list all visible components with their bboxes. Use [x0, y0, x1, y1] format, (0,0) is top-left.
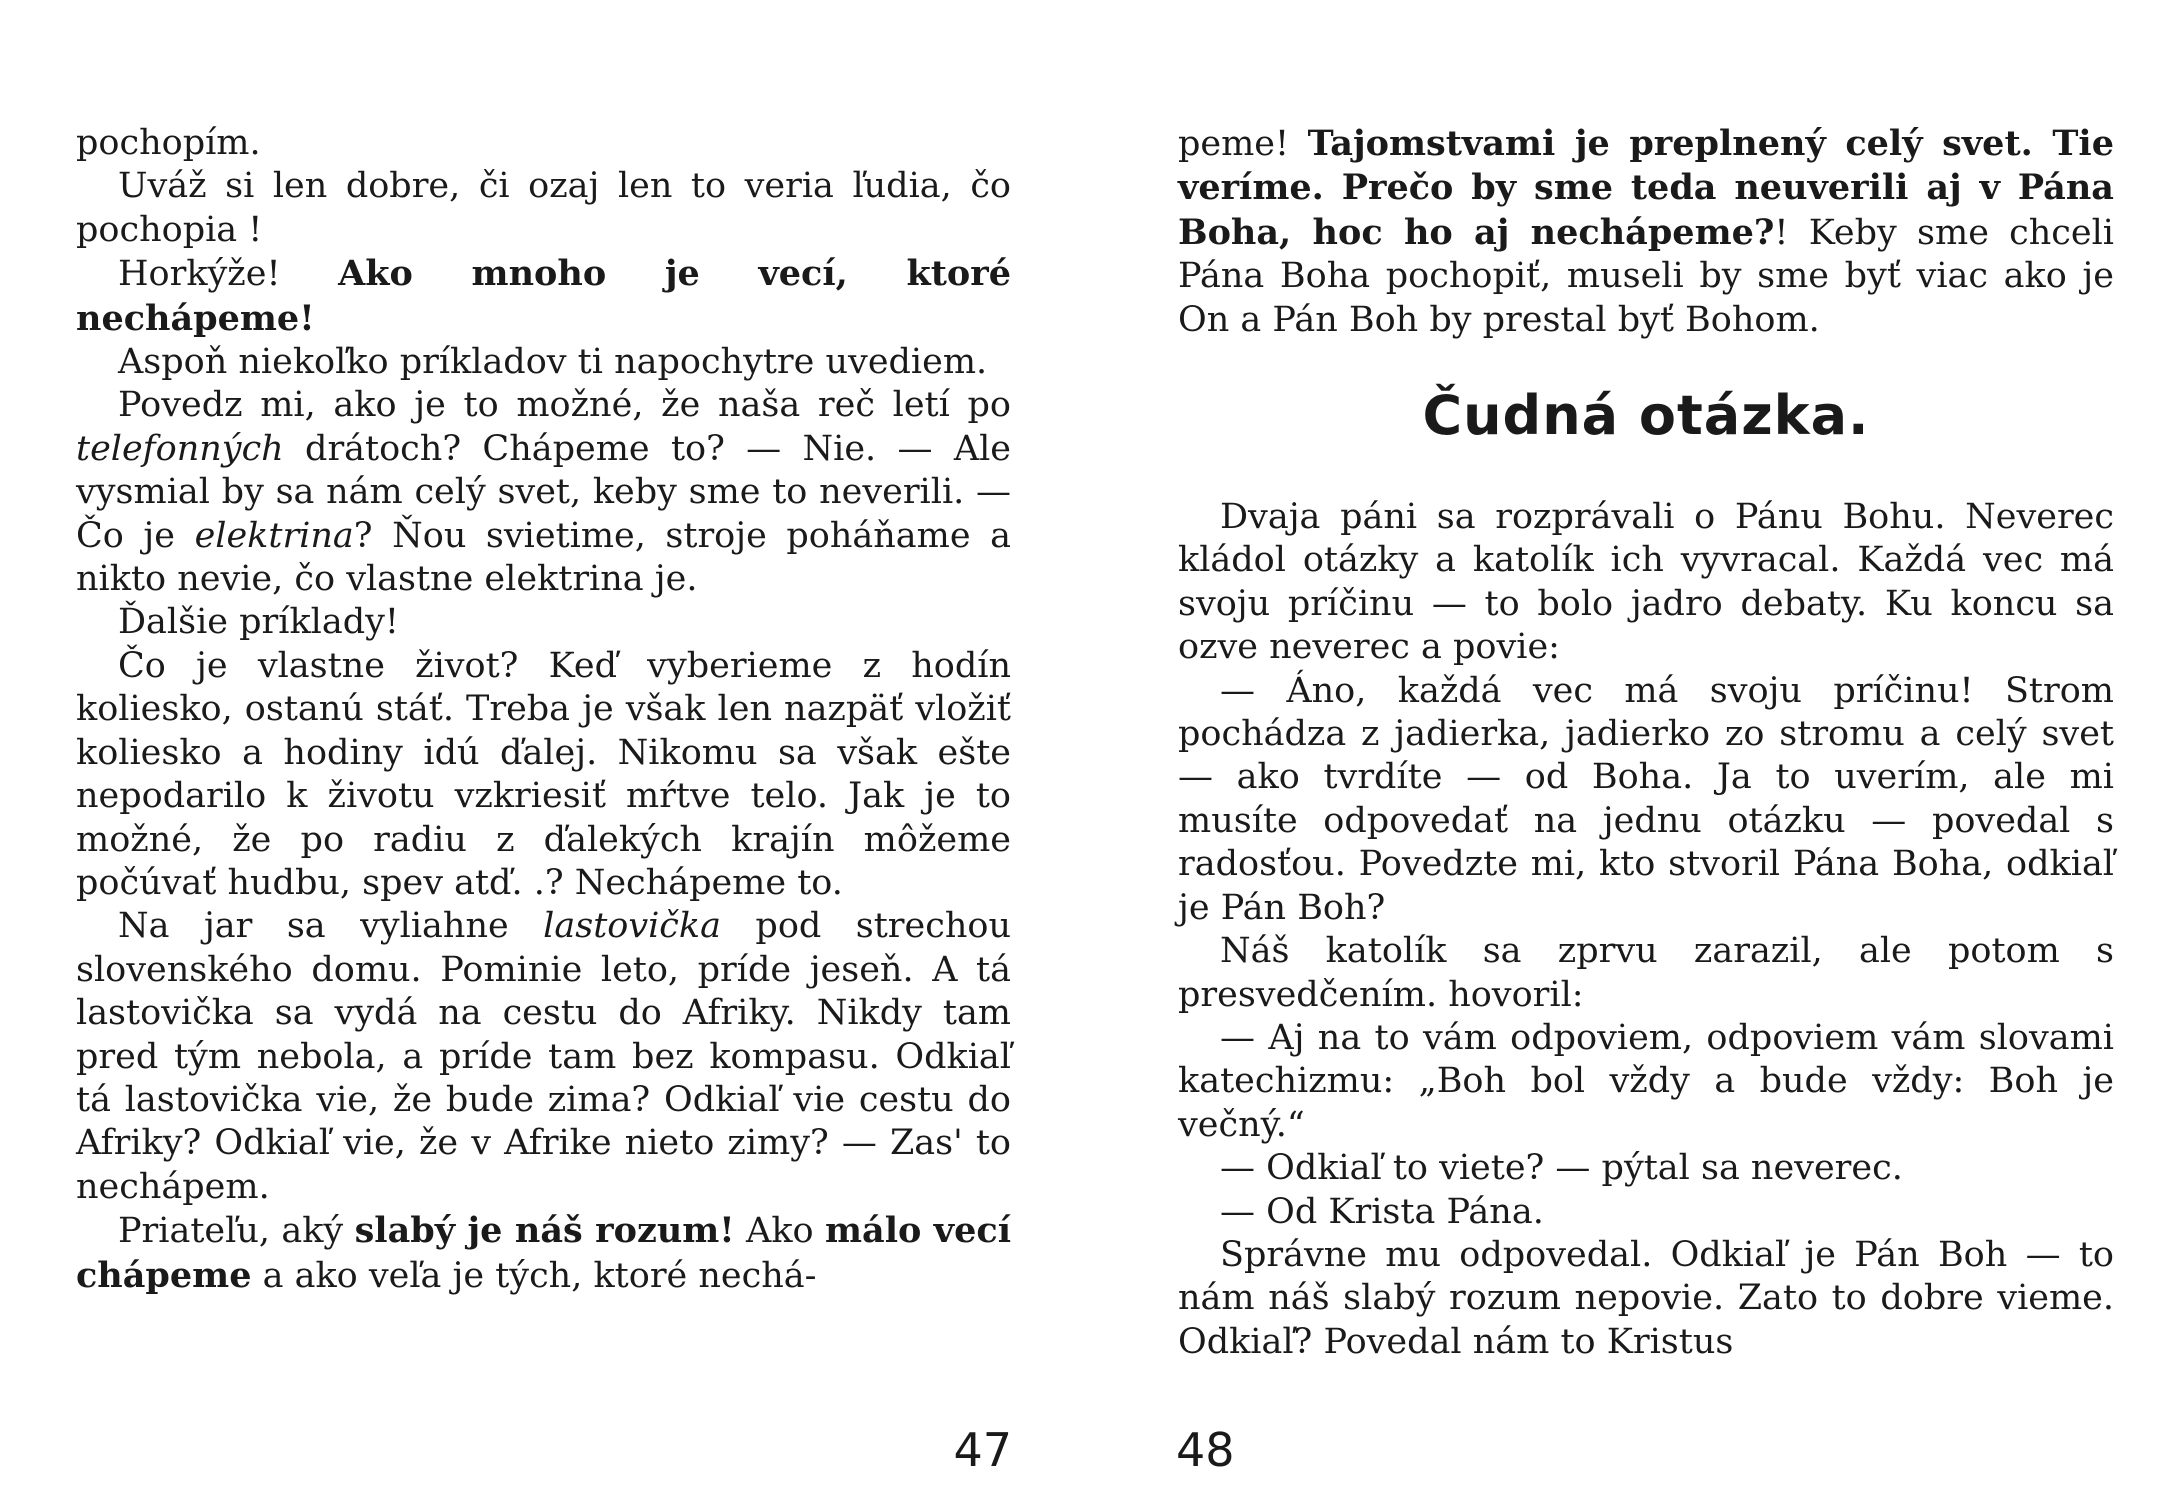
paragraph [76, 165, 1011, 252]
text-run: Čo je vlastne život? Keď vyberieme z hodín koliesko, ostanú stáť. Treba je však len nazpäť vložiť koliesko a hodiny idú ďalej. Nikomu sa však ešte nepodarilo k životu vzkriesiť mŕtve telo. Jak je to možné, že po radiu z ďalekých krajín môžeme počúvať hudbu, spev atď. .? Nechápeme to. [76, 645, 1011, 903]
paragraph [1178, 1191, 2114, 1234]
right-page-text [1178, 122, 2114, 1364]
text-run: Uváž si len dobre, či ozaj len to veria ľudia, čo pochopia ! [76, 166, 1011, 250]
paragraph [1178, 670, 2114, 930]
right-page-continuation [1178, 122, 2114, 342]
paragraph [76, 122, 1011, 165]
text-run: — Áno, každá vec má svoju príčinu! Strom pochádza z jadierka, jadierko zo stromu a celý svet — ako tvrdíte — od Boha. Ja to uverím, ale mi musíte odpovedať na jednu otázku — povedal s radosťou. Povedzte mi, kto stvoril Pána Boha, odkiaľ je Pán Boh? [1178, 670, 2114, 928]
bold-text: málo vecí chápeme [76, 1210, 1012, 1296]
text-run: pod strechou slovenského domu. Pominie leto, príde jeseň. A tá lastovička sa vydá na cestu do Afriky. Nikdy tam pred tým nebola, a príde tam bez kompasu. Odkiaľ tá lastovička vie, že bude zima? Odkiaľ vie cestu do Afriky? Odkiaľ vie, že v Afrike nieto zimy? — Zas' to nechápem. [76, 906, 1011, 1207]
text-run: Povedz mi, ako je to možné, že naša reč letí po [118, 385, 1011, 426]
paragraph [1178, 930, 2114, 1017]
text-run: Aspoň niekoľko príkladov ti napochytre uvediem. [118, 342, 988, 383]
paragraph [76, 645, 1011, 905]
text-run: pochopím. [76, 123, 261, 163]
bold-text: Tajomstvami je preplnený celý svet. Tie veríme. Prečo by sme teda neuverili aj v Pána Boha, hoc ho aj nechápeme? [1178, 123, 2114, 253]
paragraph [76, 1209, 1011, 1298]
italic-text: lastovička [543, 906, 721, 947]
left-page-number: 47 [953, 1423, 1012, 1477]
text-run: Správne mu odpovedal. Odkiaľ je Pán Boh — to nám náš slabý rozum nepovie. Zato to dobre vieme. Odkiaľ? Povedal nám to Kristus [1178, 1234, 2114, 1362]
paragraph [1178, 496, 2114, 670]
text-run: — Aj na to vám odpoviem, odpoviem vám slovami katechizmu: „Boh bol vždy a bude vždy: Boh je večný.“ [1178, 1017, 2114, 1145]
text-run: drátoch? Chápeme to? — Nie. — Ale vysmial by sa nám celý svet, keby sme to neverili. — Čo je [76, 428, 1011, 556]
paragraph [1178, 1234, 2114, 1364]
text-run: ! Keby sme chceli Pána Boha pochopiť, museli by sme byť viac ako je On a Pán Boh by prestal byť Bohom. [1178, 212, 2114, 340]
text-run: Náš katolík sa zprvu zarazil, ale potom s presvedčením. hovoril: [1178, 931, 2114, 1015]
paragraph [76, 384, 1011, 601]
text-run: a ako veľa je tých, ktoré nechá- [251, 1255, 817, 1296]
bold-text: slabý je náš rozum! [354, 1210, 735, 1252]
text-run: peme! [1178, 124, 1308, 164]
text-run: Horkýže! [118, 254, 339, 295]
paragraph [1178, 1147, 2114, 1190]
right-page-chapter-body [1178, 496, 2114, 1364]
left-page-text [76, 122, 1011, 1298]
paragraph [76, 341, 1011, 384]
paragraph [1178, 1017, 2114, 1147]
bold-text: Ako mnoho je vecí, ktoré nechápeme! [76, 253, 1011, 339]
text-run: Priateľu, aký [118, 1211, 355, 1252]
paragraph [76, 905, 1011, 1209]
chapter-heading: Čudná otázka. [1422, 384, 1870, 448]
paragraph [76, 252, 1011, 341]
text-run: Dvaja páni sa rozprávali o Pánu Bohu. Neverec kládol otázky a katolík ich vyvracal. Každá vec má svoju príčinu — to bolo jadro debaty. Ku koncu sa ozve neverec a povie: [1178, 497, 2114, 668]
italic-text: elektrina [194, 515, 354, 556]
paragraph [1178, 122, 2114, 342]
text-run: — Od Krista Pána. [1220, 1191, 1544, 1232]
text-run: — Odkiaľ to viete? — pýtal sa neverec. [1220, 1148, 1903, 1189]
italic-text: telefonných [76, 428, 284, 469]
text-run: Ako [734, 1211, 825, 1252]
right-page-number: 48 [1176, 1423, 1235, 1477]
text-run: Ďalšie príklady! [118, 602, 399, 643]
paragraph [76, 601, 1011, 644]
text-run: ? Ňou svietime, stroje poháňame a nikto nevie, čo vlastne elektrina je. [76, 515, 1012, 600]
text-run: Na jar sa vyliahne [118, 906, 544, 947]
right-page [1084, 0, 2168, 1500]
